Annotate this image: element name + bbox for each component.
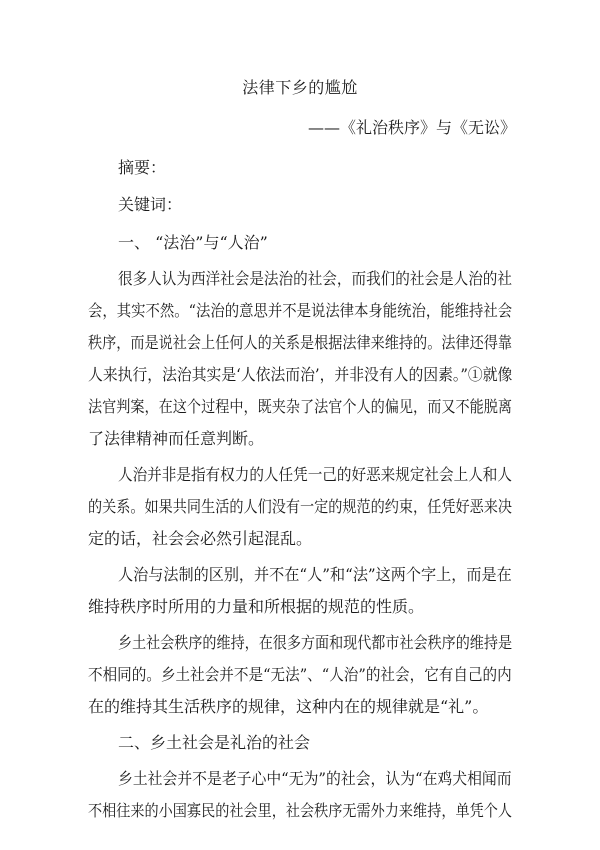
paragraph-line: 人来执行，法治其实是‘人依法而治’，并非没有人的因素。”①就像 [88, 365, 513, 384]
paragraph-line: 人治并非是指有权力的人任凭一己的好恶来规定社会上人和人 [118, 465, 512, 484]
paragraph-line: 不相往来的小国寡民的社会里，社会秩序无需外力来维持，单凭个人 [88, 801, 512, 820]
document-subtitle: ——《礼治秩序》与《无讼》 [308, 118, 517, 137]
paragraph-line: 很多人认为西洋社会是法治的社会，而我们的社会是人治的社 [118, 269, 512, 288]
paragraph-line: 乡土社会并不是老子心中“无为”的社会，认为“在鸡犬相闻而 [118, 769, 512, 788]
paragraph-line: 会，其实不然。“法治的意思并不是说法律本身能统治，能维持社会 [88, 301, 513, 320]
paragraph-line: 维持秩序时所用的力量和所根据的规范的性质。 [88, 597, 425, 616]
paragraph-line: 定的话，社会会必然引起混乱。 [88, 529, 313, 548]
section-heading: 二、乡土社会是礼治的社会 [118, 733, 311, 752]
paragraph-line: 在的维持其生活秩序的规律，这种内在的规律就是“礼”。 [88, 697, 489, 716]
keywords-label: 关键词： [118, 195, 183, 214]
paragraph-line: 秩序，而是说社会上任何人的关系是根据法律来维持的。法律还得靠 [88, 333, 512, 352]
section-heading: 一、 “法治”与“人治” [118, 233, 268, 252]
paragraph-line: 人治与法制的区别，并不在“人”和“法”这两个字上，而是在 [118, 565, 512, 584]
paragraph-line: 了法律精神而任意判断。 [88, 429, 265, 448]
paragraph-line: 乡土社会秩序的维持，在很多方面和现代都市社会秩序的维持是 [118, 633, 513, 652]
paragraph-line: 法官判案，在这个过程中，既夹杂了法官个人的偏见，而又不能脱离 [88, 397, 512, 416]
document-title: 法律下乡的尴尬 [242, 78, 358, 97]
abstract-label: 摘要： [118, 158, 167, 177]
paragraph-line: 的关系。如果共同生活的人们没有一定的规范的约束，任凭好恶来决 [88, 497, 512, 516]
paragraph-line: 不相同的。乡土社会并不是“无法”、“人治”的社会，它有自己的内 [88, 665, 512, 684]
